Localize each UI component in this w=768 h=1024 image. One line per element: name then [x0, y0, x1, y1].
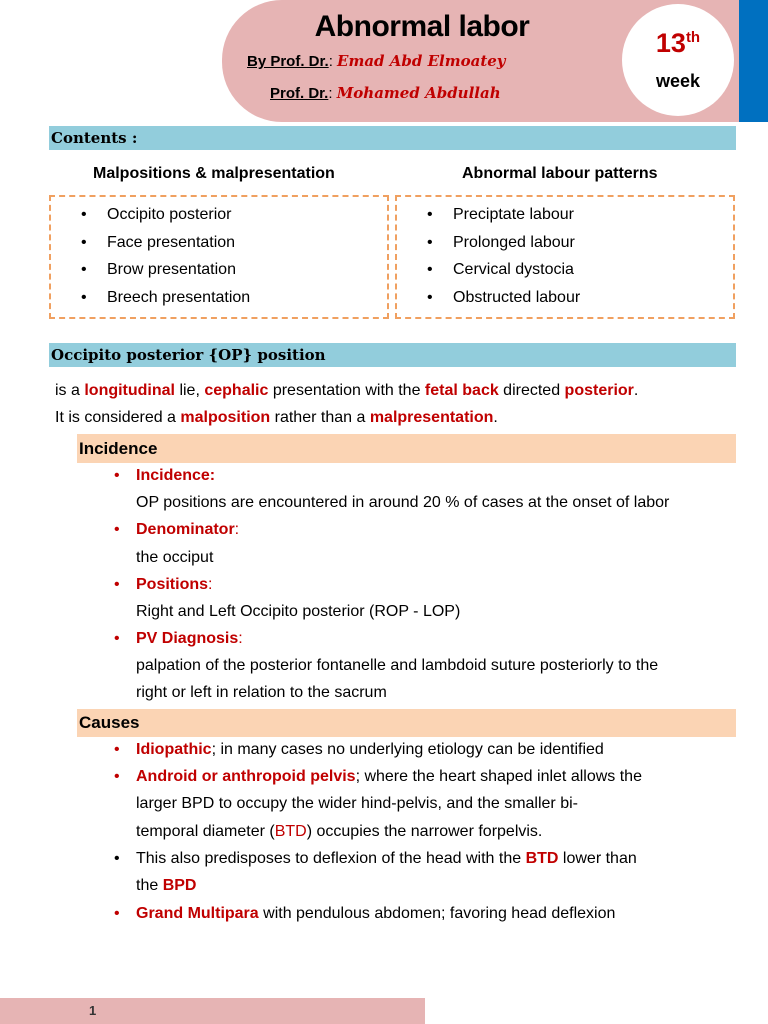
list-item: • Brow presentation [81, 258, 250, 286]
positions-text: Right and Left Occipito posterior (ROP - LOP) [136, 603, 461, 620]
week-number: 13th [655, 28, 701, 58]
intro-paragraph-2: It is considered a malposition rather than a malpresentation. [55, 409, 498, 426]
incidence-label: Incidence: [136, 467, 216, 484]
bullet-icon: • [114, 521, 120, 538]
column-heading-malpositions: Malpositions & malpresentation [93, 165, 335, 182]
author-name: Emad Abd Elmoatey [337, 52, 506, 70]
side-accent-bar [739, 0, 768, 122]
bullet-icon: • [114, 467, 120, 484]
list-item: • Occipito posterior [81, 203, 250, 231]
bullet-icon: • [114, 630, 120, 647]
author-label: By Prof. Dr. [247, 53, 329, 70]
list-item: • Preciptate labour [427, 203, 580, 231]
op-section-heading: Occipito posterior {OP} position [49, 343, 736, 367]
author-label: Prof. Dr. [270, 85, 329, 102]
contents-box-labour-patterns [395, 195, 735, 319]
cause-pelvis: Android or anthropoid pelvis; where the heart shaped inlet allows the [136, 768, 642, 785]
cause-grand-multipara: Grand Multipara with pendulous abdomen; favoring head deflexion [136, 905, 616, 922]
list-item: • Face presentation [81, 231, 250, 259]
cause-idiopathic: Idiopathic; in many cases no underlying etiology can be identified [136, 741, 604, 758]
positions-label: Positions: [136, 576, 213, 593]
week-label: week [655, 71, 701, 91]
denominator-label: Denominator: [136, 521, 240, 538]
cause-pelvis-line-2: larger BPD to occupy the wider hind-pelvis, and the smaller bi- [136, 795, 578, 812]
column-heading-labour-patterns: Abnormal labour patterns [462, 165, 658, 182]
list-item: • Cervical dystocia [427, 258, 580, 286]
footer-bar [0, 998, 425, 1024]
author-line-1: By Prof. Dr.: Emad Abd Elmoatey [247, 52, 506, 70]
intro-paragraph-1: is a longitudinal lie, cephalic presentation with the fetal back directed posterior. [55, 382, 639, 399]
contents-box-malpositions [49, 195, 389, 319]
cause-deflexion-line-2: the BPD [136, 877, 197, 894]
cause-pelvis-line-3: temporal diameter (BTD) occupies the narrower forpelvis. [136, 823, 543, 840]
incidence-heading: Incidence [77, 434, 736, 463]
bullet-icon: • [114, 850, 120, 867]
incidence-text: OP positions are encountered in around 20 % of cases at the onset of labor [136, 494, 670, 511]
list-item: • Prolonged labour [427, 231, 580, 259]
pv-diagnosis-text: palpation of the posterior fontanelle and lambdoid suture posteriorly to the [136, 657, 659, 674]
author-name: Mohamed Abdullah [336, 84, 501, 102]
page-number: 1 [89, 1003, 97, 1018]
document-title: Abnormal labor [314, 10, 530, 43]
bullet-icon: • [114, 905, 120, 922]
list-item: • Breech presentation [81, 286, 250, 314]
pv-diagnosis-label: PV Diagnosis: [136, 630, 243, 647]
cause-deflexion: This also predisposes to deflexion of the head with the BTD lower than [136, 850, 637, 867]
bullet-icon: • [114, 768, 120, 785]
contents-heading: Contents : [49, 126, 736, 150]
causes-heading: Causes [77, 709, 736, 737]
author-line-2: Prof. Dr.: Mohamed Abdullah [270, 84, 501, 102]
bullet-icon: • [114, 576, 120, 593]
pv-diagnosis-text-2: right or left in relation to the sacrum [136, 684, 387, 701]
denominator-text: the occiput [136, 549, 214, 566]
list-item: • Obstructed labour [427, 286, 580, 314]
week-badge [622, 4, 734, 116]
bullet-icon: • [114, 741, 120, 758]
